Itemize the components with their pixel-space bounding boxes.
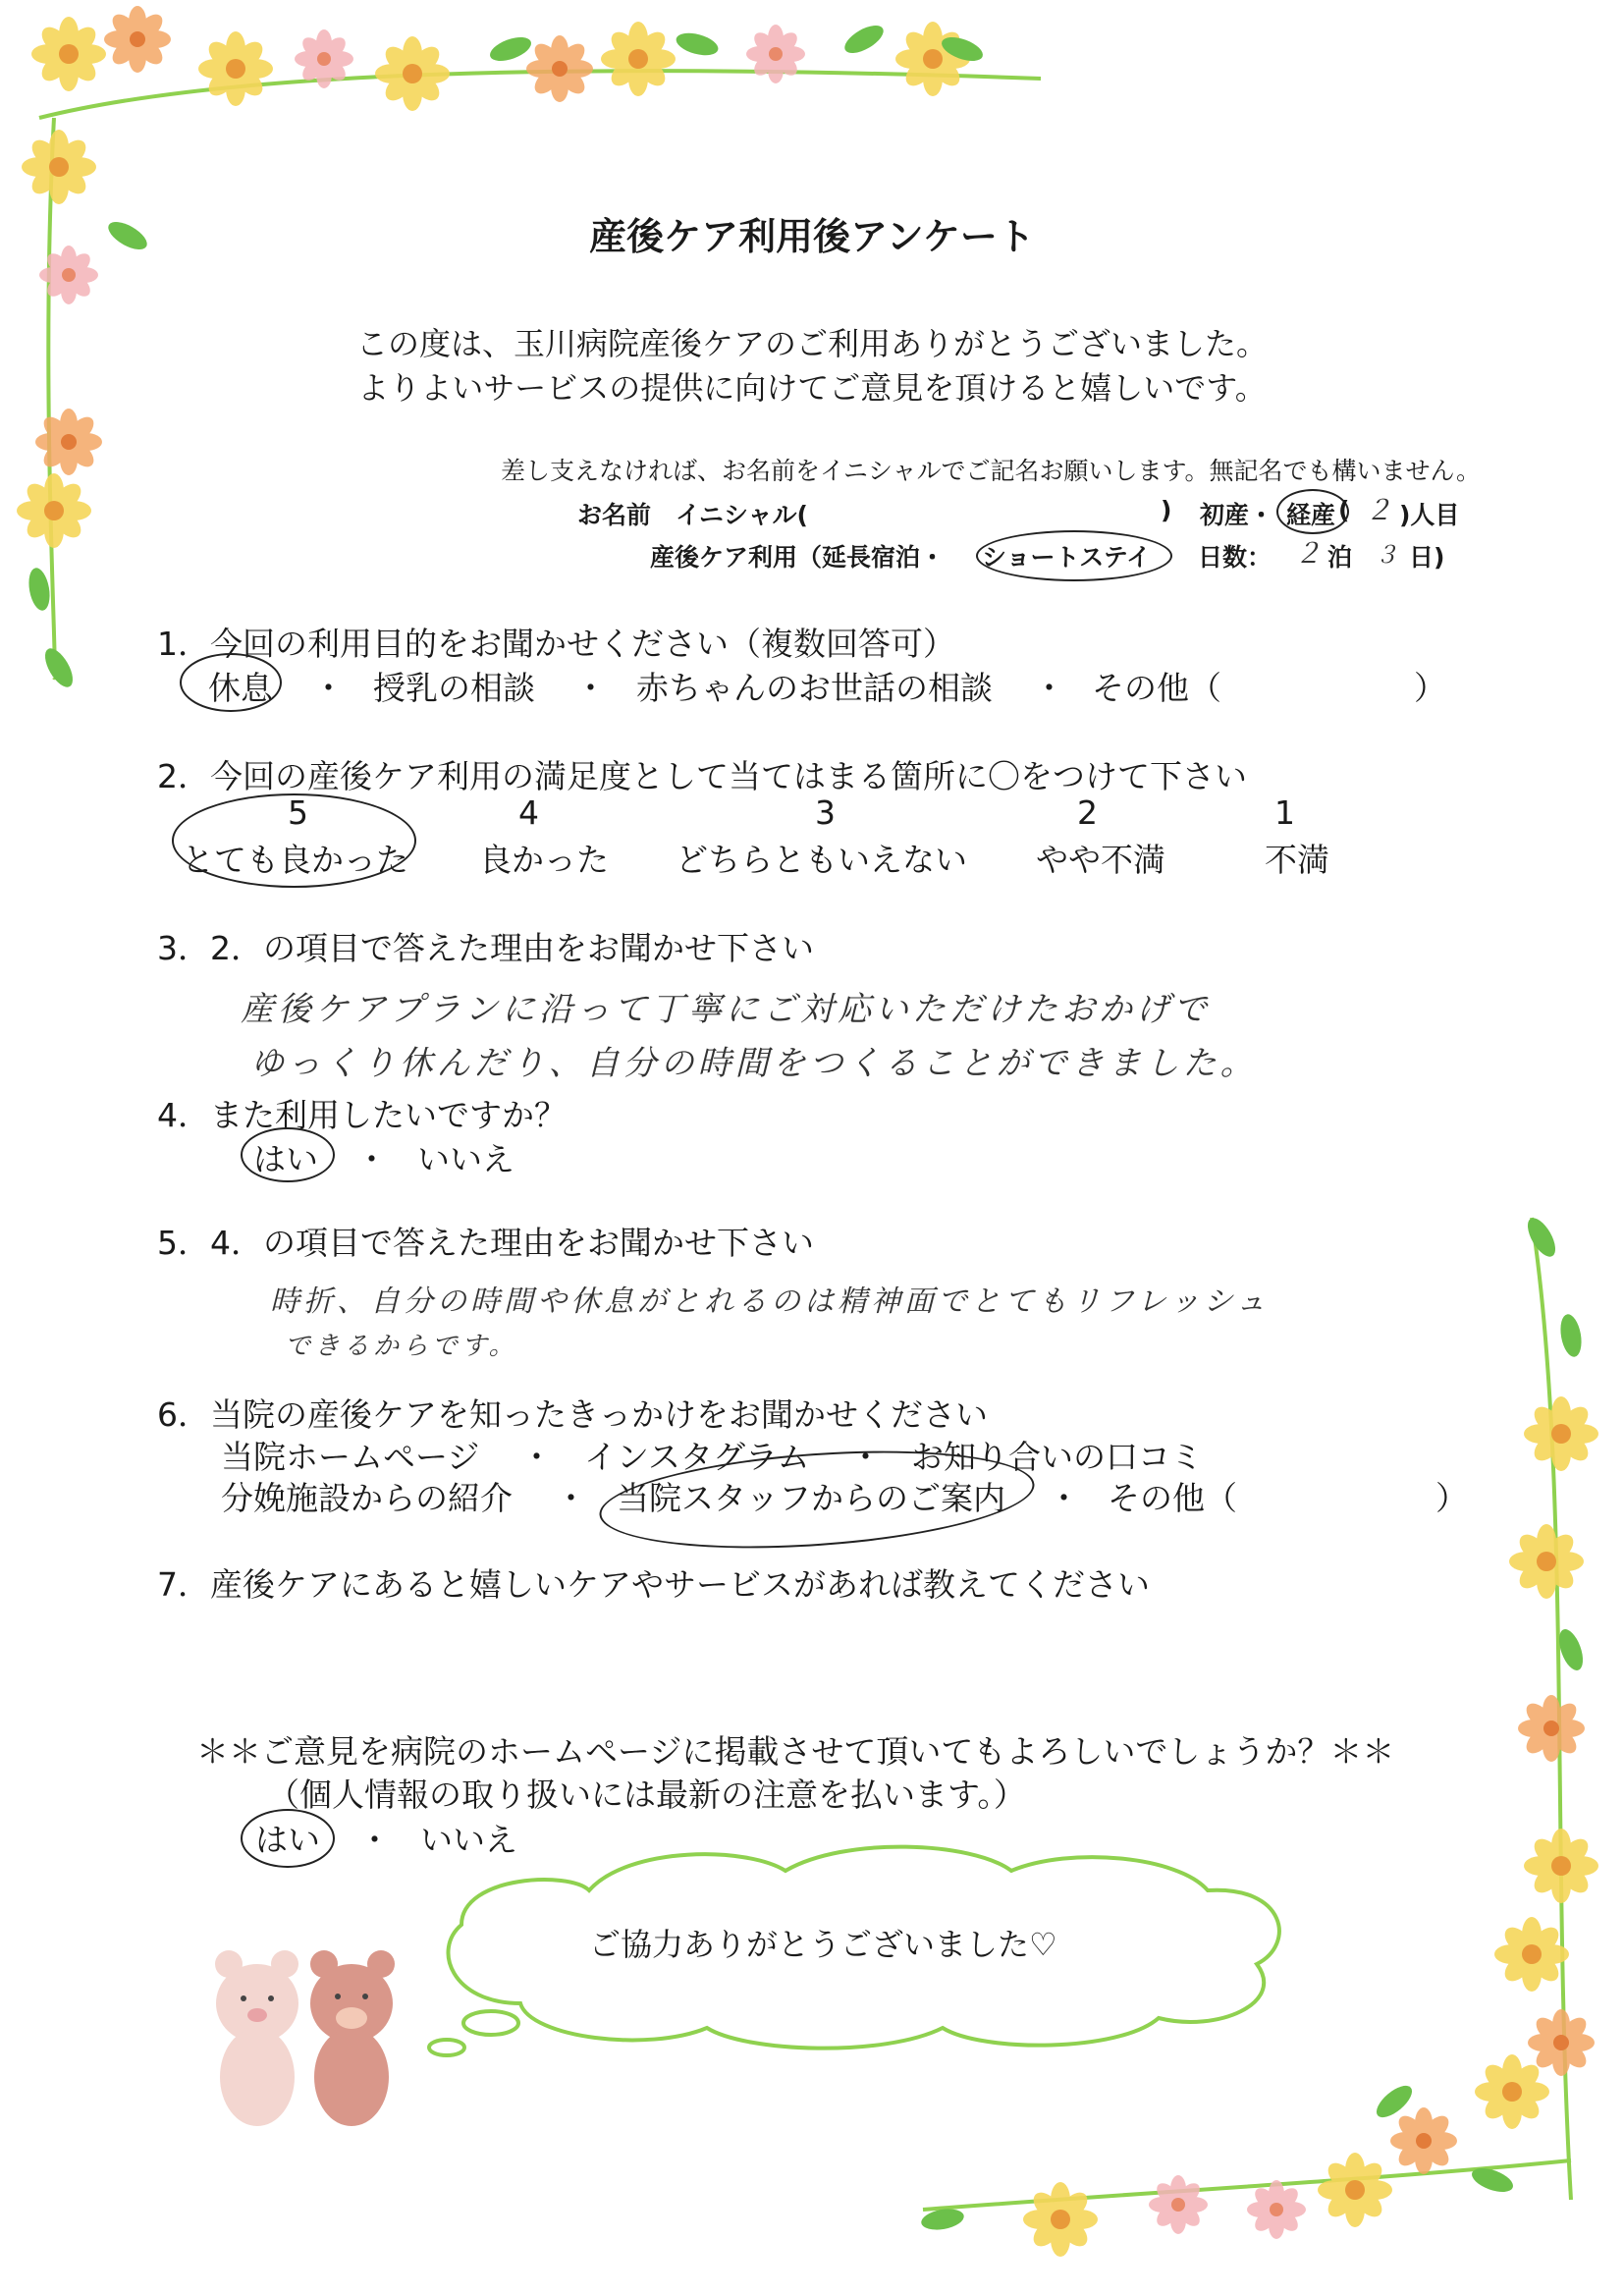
q1-label: 1．今回の利用目的をお聞かせください（複数回答可） [157,625,955,663]
days-unit: 日) [1409,543,1445,572]
q2-scale-3-num: 3 [815,793,836,832]
q4-yes[interactable]: はい [253,1140,318,1178]
intro-line-2: よりよいサービスの提供に向けてご意見を頂けると嬉しいです。 [357,369,1267,407]
initials-note: 差し支えなければ、お名前をイニシャルでご記名お願いします。無記名でも構いません。 [501,457,1482,485]
q1-dot-1: ・ [312,669,345,707]
consent-no[interactable]: いいえ [420,1821,517,1859]
q1-breastfeeding[interactable]: 授乳の相談 [373,669,535,707]
days-value[interactable]: ３ [1375,541,1402,569]
parity-multi[interactable]: 経産 [1286,501,1336,529]
q6-label: 6．当院の産後ケアを知ったきっかけをお聞かせください [157,1395,988,1434]
intro-line-1: この度は、玉川病院産後ケアのご利用ありがとうございました。 [355,325,1268,362]
page-title: 産後ケア利用後アンケート [589,215,1035,258]
q2-scale-1-text[interactable]: 不満 [1265,841,1329,879]
q3-answer-line-1: 産後ケアプランに沿って丁寧にご対応いただけたおかげで [241,990,1211,1029]
q1-baby-care[interactable]: 赤ちゃんのお世話の相談 [636,669,993,707]
q5-answer-line-2: できるからです。 [285,1332,518,1361]
parity-first[interactable]: 初産・ [1200,501,1274,529]
q1-dot-3: ・ [1033,669,1065,707]
q6-dot-3: ・ [555,1479,587,1517]
name-close: ) [1161,496,1172,524]
q3-answer-line-2: ゆっくり休んだり、自分の時間をつくることができました。 [250,1044,1258,1083]
usage-short-stay[interactable]: ショートステイ [982,543,1152,572]
q1-other-close: ） [1414,669,1446,707]
q6-referral[interactable]: 分娩施設からの紹介 [221,1479,513,1517]
q2-scale-4-num: 4 [518,793,539,832]
q4-no[interactable]: いいえ [417,1140,514,1178]
thanks-message: ご協力ありがとうございました♡ [589,1926,1057,1963]
q2-scale-4-text[interactable]: 良かった [479,841,609,879]
parity-value[interactable]: ２ [1365,494,1397,526]
q2-label: 2．今回の産後ケア利用の満足度として当てはまる箇所に〇をつけて下さい [157,757,1247,795]
q6-homepage[interactable]: 当院ホームページ [221,1438,480,1476]
consent-yes[interactable]: はい [255,1821,320,1859]
q6-other-close: ） [1435,1479,1468,1517]
name-label: お名前 イニシャル( [577,501,808,529]
q7-label: 7．産後ケアにあると嬉しいケアやサービスがあれば教えてください [157,1565,1150,1604]
q2-scale-5-num: 5 [288,793,308,832]
days-label: 日数： [1198,543,1272,572]
q2-scale-1-num: 1 [1274,793,1295,832]
q6-other[interactable]: その他（ [1108,1479,1237,1517]
consent-line-2: （個人情報の取り扱いには最新の注意を払います。） [267,1776,1026,1814]
q6-dot-4: ・ [1048,1479,1080,1517]
q4-label: 4．また利用したいですか？ [157,1096,567,1134]
q2-scale-2-num: 2 [1077,793,1098,832]
q1-rest[interactable]: 休息 [208,669,273,707]
brown-bear-icon [310,1950,395,2126]
consent-dot: ・ [358,1821,391,1859]
parity-open: ( [1338,496,1350,524]
q2-scale-5-text[interactable]: とても良かった [182,841,408,879]
q4-dot: ・ [355,1140,388,1178]
q1-other[interactable]: その他（ [1092,669,1221,707]
q2-scale-2-text[interactable]: やや不満 [1036,841,1165,879]
q6-dot-2: ・ [849,1438,882,1476]
consent-line-1: ＊＊ご意見を病院のホームページに掲載させて頂いてもよろしいでしょうか？＊＊ [196,1732,1395,1771]
q6-staff-guidance[interactable]: 当院スタッフからのご案内 [617,1479,1005,1517]
q5-label: 5．4．の項目で答えた理由をお聞かせ下さい [157,1224,814,1262]
nights-value[interactable]: ２ [1294,537,1326,570]
pink-bear-icon [215,1950,298,2126]
q6-dot-1: ・ [520,1438,553,1476]
q6-word-of-mouth[interactable]: お知り合いの口コミ [911,1438,1203,1476]
q5-answer-line-1: 時折、自分の時間や休息がとれるのは精神面でとてもリフレッシュ [270,1284,1270,1319]
usage-label: 産後ケア利用（延長宿泊・ [650,543,946,572]
q3-label: 3．2．の項目で答えた理由をお聞かせ下さい [157,929,814,967]
q2-scale-3-text[interactable]: どちらともいえない [676,841,967,879]
parity-close: )人目 [1399,501,1460,529]
q6-instagram[interactable]: インスタグラム [584,1438,810,1476]
nights-unit: 泊 [1327,543,1353,572]
q1-dot-2: ・ [574,669,607,707]
